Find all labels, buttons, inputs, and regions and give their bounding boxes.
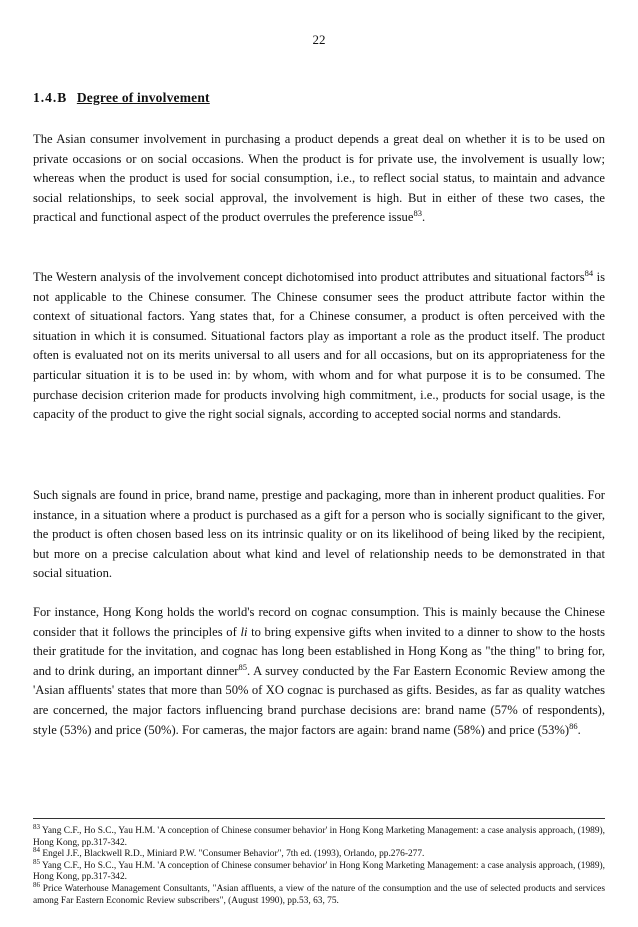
paragraph-2-text-a: The Western analysis of the involvement concept dichotomised into product attributes and situational factors [33, 270, 585, 284]
footnote-divider [33, 818, 605, 819]
paragraph-1 [33, 130, 605, 228]
page-number: 22 [312, 32, 326, 47]
footnote-83 [33, 822, 605, 849]
italic-term-li: li [240, 624, 248, 639]
footnote-number: 84 [33, 846, 40, 855]
paragraph-1-text: The Asian consumer involvement in purchasing a product depends a great deal on whether it is to be used on private occasions or on social occasions. When the product is for private use, the involvement is usually low; whereas when the product is used for social consumption, i.e., to reflect social status, to maintain and advance social relationships, to seek social approval, the involvement is high. But in either of these two cases, the practical and functional aspect of the product overrules the preference issue [33, 132, 605, 225]
footnote-86 [33, 880, 605, 907]
footnote-ref-83[interactable]: 83 [413, 208, 422, 219]
paragraph-4-tail: . [577, 722, 581, 737]
paragraph-3 [33, 486, 605, 584]
footnote-ref-85[interactable]: 85 [238, 661, 247, 672]
section-title: Degree of involvement [76, 90, 210, 105]
footnote-number: 86 [33, 880, 40, 889]
paragraph-1-tail: . [421, 210, 426, 225]
paragraph-2-text-b: is not applicable to the Chinese consumer. The Chinese consumer sees the product attribute factor within the context of situational factors. Yang states that, for a Chinese consumer, a product is often perceived with the situation in which it is consumed. Situational factors play as important a role as the product itself. The product often is evaluated not on its merits universal to all users and for all occasions, but on its appropriateness for the particular situation it is to be used in: by whom, with whom and for what purpose it is to be consumed. The purchase decision criterion made for products involving high commitment, i.e., products for social usage, is the capacity of the product to give the right social signals, according to accepted social norms and standards. [33, 270, 605, 422]
paragraph-2 [33, 268, 605, 425]
footnote-85 [33, 857, 605, 884]
paragraph-4-text-a: For instance, Hong Kong holds the world's record on cognac consumption. This is mainly because the Chinese consider that it follows the principles of [33, 605, 605, 639]
footnote-number: 83 [33, 822, 40, 831]
footnote-84 [33, 846, 605, 861]
footnote-text: Yang C.F., Ho S.C., Yau H.M. 'A conception of Chinese consumer behavior' in Hong Kong Marketing Management: a case analysis approach, (1989), Hong Kong, pp.317-342. [33, 826, 605, 848]
section-number: 1.4.B [33, 90, 68, 105]
paragraph-3-text: Such signals are found in price, brand name, prestige and packaging, more than in inherent product qualities. For instance, in a situation where a product is purchased as a gift for a person who is socially significant to the giver, the product is often chosen based less on its intrinsic quality or on its likelihood of being liked by the recipient, but more on a precise calculation about what kind and level of relationship needs to be demonstrated in that social situation. [33, 488, 605, 581]
section-heading [33, 90, 210, 106]
paragraph-4 [33, 603, 605, 740]
footnote-ref-84[interactable]: 84 [584, 267, 594, 278]
footnote-text: Engel J.F., Blackwell R.D., Miniard P.W. "Consumer Behavior", 7th ed. (1993), Orlando, pp.276-277. [42, 849, 425, 860]
paragraph-4-text-b: to bring expensive gifts when invited to a dinner to show to the hosts their gratitude for the invitation, and cognac has long been established in Hong Kong as "the thing" to bring for, and to drink during, an important dinner [33, 624, 606, 678]
footnote-text: Price Waterhouse Management Consultants, "Asian affluents, a view of the nature of the consumption and the use of selected products and services among Far Eastern Economic Review subscribers", (August 1990), pp.53, 63, 75. [33, 883, 605, 906]
footnote-ref-86[interactable]: 86 [569, 720, 578, 731]
footnotes [33, 822, 605, 907]
paragraph-4-text-c: . A survey conducted by the Far Eastern Economic Review among the 'Asian affluents' states that more than 50% of XO cognac is purchased as gifts. Besides, as far as quality watches are concerned, the major factors influencing brand purchase decisions are: brand name (57% of respondents), style (53%) and price (50%). For cameras, the major factors are again: brand name (58%) and price (53%) [33, 663, 605, 737]
footnote-number: 85 [33, 857, 40, 866]
footnote-text: Yang C.F., Ho S.C., Yau H.M. 'A conception of Chinese consumer behavior' in Hong Kong Marketing Management: a case analysis approach, (1989), Hong Kong, pp.317-342. [33, 860, 605, 883]
